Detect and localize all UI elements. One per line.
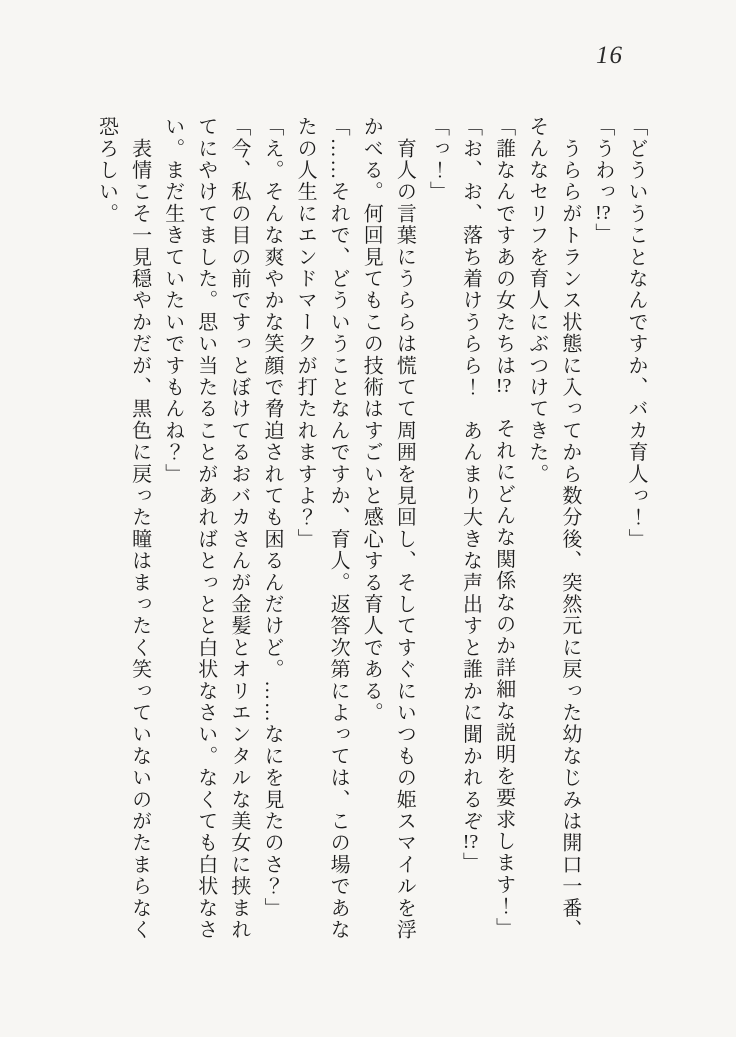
text-segment: 「うわっ [591,116,614,203]
text-line [222,116,255,944]
text-segment: 「……それで、どういうことなんですか、育人。返答次第によっては、この場であな [327,116,350,941]
text-line [387,116,420,944]
text-line [288,116,321,944]
text-segment: 「え。そんな爽やかな笑顔で脅迫されても困るんだけど。……なにを見たのさ？」 [260,116,283,919]
text-line [189,116,222,944]
text-segment: 」 [591,222,614,245]
text-segment: そんなセリフを育人にぶつけてきた。 [525,116,548,485]
text-segment: かべる。何回見てもこの技術はすごいと感心する育人である。 [360,116,383,724]
text-line [156,116,189,944]
text-body [89,116,652,944]
text-segment: 「今、私の目の前ですっとぼけてるおバカさんが金髪とオリエンタルな美女に挟まれ [227,116,250,941]
text-line [321,116,354,944]
text-segment: 表情こそ一見穏やかだが、黒色に戻った瞳はまったく笑っていないのがたまらなく [128,116,151,941]
text-line [453,116,486,944]
text-segment: 「お、お、落ち着けうらら！ あんまり大きな声出すと誰かに聞かれるぞ [459,116,482,833]
text-line [586,116,619,944]
page-number: 16 [596,42,623,69]
text-line [255,116,288,944]
tatechuyoko-glyph: !? [595,202,611,223]
text-line [354,116,387,944]
text-segment: てにやけてました。思い当たることがあればとっとと白状なさい。なくても白状なさ [194,116,217,941]
text-segment: 「どういうことなんですか、バカ育人っ！」 [625,116,647,550]
text-segment: 恐ろしい。 [95,116,118,225]
tatechuyoko-glyph: !? [495,376,512,397]
text-line [520,116,553,944]
text-segment: うららがトランス状態に入ってから数分後、突然元に戻った幼なじみは開口一番、 [558,116,581,941]
text-segment: 育人の言葉にうららは慌てて周囲を見回し、そしてすぐにいつもの姫スマイルを浮 [393,116,416,941]
text-line [553,116,586,944]
text-segment: それにどんな関係なのか詳細な説明を要求します！」 [492,396,515,939]
text-segment: たの人生にエンドマークが打たれますよ？」 [294,116,317,550]
text-segment: 「誰なんですあの女たちは [492,116,515,377]
text-line [487,116,520,944]
tatechuyoko-glyph: !? [462,832,479,853]
text-line [89,116,122,944]
text-line [123,116,156,944]
text-line [420,116,453,944]
text-segment: い。まだ生きていたいですもんね？」 [161,116,184,485]
text-line [619,116,652,944]
text-segment: 」 [459,852,482,874]
text-segment: 「っ！」 [426,116,449,203]
